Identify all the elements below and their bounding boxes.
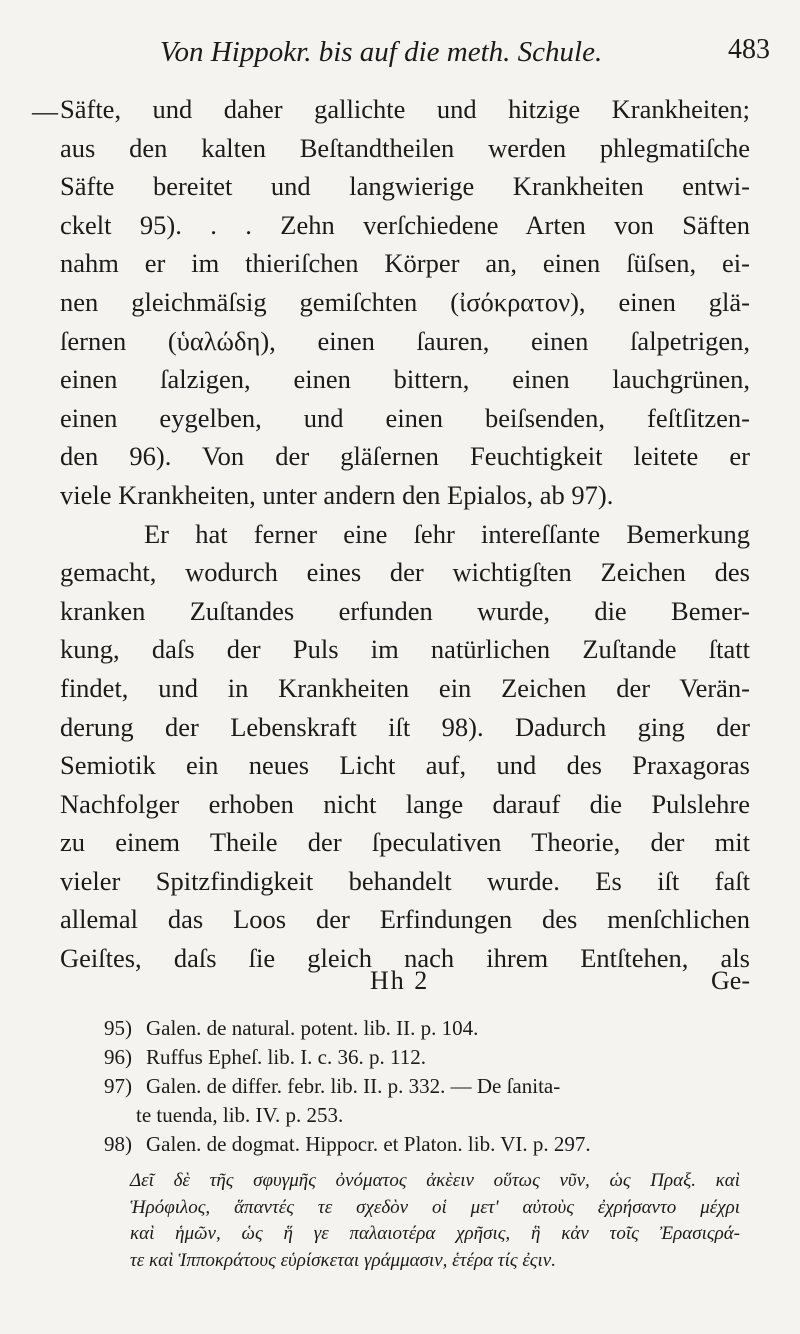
margin-dash: —	[32, 97, 58, 126]
body-line: allemal das Loos der Erfindungen des menſchlichen	[60, 904, 750, 935]
greek-quotation	[130, 1168, 740, 1274]
page-number: 483	[728, 34, 770, 65]
body-line: nen gleichmäſsig gemiſchten (ἰσόκρατον), einen glä-	[60, 286, 750, 317]
footnote	[104, 1043, 756, 1072]
running-header	[160, 30, 770, 80]
body-line: Nachfolger erhoben nicht lange darauf die Pulslehre	[60, 788, 750, 819]
body-line: Säfte bereitet und langwierige Krankheiten entwi-	[60, 171, 750, 202]
body-line: Geiſtes, daſs ſie gleich nach ihrem Entſtehen, als	[60, 943, 750, 974]
body-line: kranken Zuſtandes erfunden wurde, die Bemer-	[60, 595, 750, 626]
greek-line: Δεῖ δὲ τῆς σφυγμῆς ὀνόματος ἀκὲειν οὕτως νῦν, ὡς Πραξ. καὶ	[130, 1170, 740, 1191]
body-line: Semiotik ein neues Licht auf, und des Praxagoras	[60, 750, 750, 781]
footnote-text: Galen. de natural. potent. lib. II. p. 104.	[146, 1016, 479, 1040]
footnote-number: 97)	[104, 1074, 132, 1098]
footnote-number: 95)	[104, 1016, 132, 1040]
body-line: viele Krankheiten, unter andern den Epialos, ab 97).	[60, 479, 614, 510]
signature-mark: Hh 2	[370, 966, 430, 995]
footnote-text: te tuenda, lib. IV. p. 253.	[136, 1103, 344, 1127]
footnotes	[104, 1014, 756, 1159]
body-line: den 96). Von der gläſernen Feuchtigkeit leitete er	[60, 441, 750, 472]
body-line: kung, daſs der Puls im natürlichen Zuſtande ſtatt	[60, 634, 750, 665]
body-line: aus den kalten Beſtandtheilen werden phlegmatiſche	[60, 132, 750, 163]
body-line: nahm er im thieriſchen Körper an, einen ſüſsen, ei-	[60, 248, 750, 279]
body-text	[60, 90, 750, 978]
greek-line: Ἡρόφιλος, ἅπαντές τε σχεδὸν οἱ μετ' αὐτοὺς ἐχρήσαντο μέχρι	[130, 1196, 740, 1218]
body-line: derung der Lebenskraft iſt 98). Dadurch ging der	[60, 711, 750, 742]
body-line: findet, und in Krankheiten ein Zeichen der Verän-	[60, 672, 750, 703]
footnote-number: 96)	[104, 1045, 132, 1069]
footnote-text: Galen. de differ. febr. lib. II. p. 332. — De ſanita-	[146, 1074, 561, 1098]
body-line: ſernen (ὑαλώδη), einen ſauren, einen ſalpetrigen,	[60, 325, 750, 356]
body-line: ckelt 95). . . Zehn verſchiedene Arten von Säften	[60, 209, 750, 240]
footnote-number: 98)	[104, 1132, 132, 1156]
body-line: zu einem Theile der ſpeculativen Theorie, der mit	[60, 827, 750, 858]
body-line: einen ſalzigen, einen bittern, einen lauchgrünen,	[60, 364, 750, 395]
body-line: Er hat ferner eine ſehr intereſſante Bemerkung	[144, 518, 750, 549]
catchword: Ge-	[711, 966, 750, 995]
signature-line	[60, 966, 750, 1002]
footnote-continuation	[104, 1101, 756, 1130]
body-line: gemacht, wodurch eines der wichtigſten Zeichen des	[60, 557, 750, 588]
body-line: Säfte, und daher gallichte und hitzige Krankheiten;	[60, 94, 750, 124]
body-line: einen eygelben, und einen beiſsenden, feſtſitzen-	[60, 402, 750, 433]
footnote	[104, 1014, 756, 1043]
greek-line: καὶ ἡμῶν, ὡς ἥ γε παλαιοτέρα χρῆσις, ἣ κἀν τοῖς Ἐρασιςρά-	[130, 1223, 740, 1244]
footnote	[104, 1130, 756, 1159]
footnote-text: Galen. de dogmat. Hippocr. et Platon. lib. VI. p. 297.	[146, 1132, 591, 1156]
running-title: Von Hippokr. bis auf die meth. Schule.	[160, 36, 603, 68]
footnote-text: Ruffus Epheſ. lib. I. c. 36. p. 112.	[146, 1045, 426, 1069]
body-line: vieler Spitzfindigkeit behandelt wurde. Es iſt faſt	[60, 865, 750, 896]
footnote	[104, 1072, 756, 1101]
greek-line: τε καὶ Ἱπποκράτους εὑρίσκεται γράμμασιν, ἑτέρα τίς ἐςιν.	[130, 1249, 556, 1271]
